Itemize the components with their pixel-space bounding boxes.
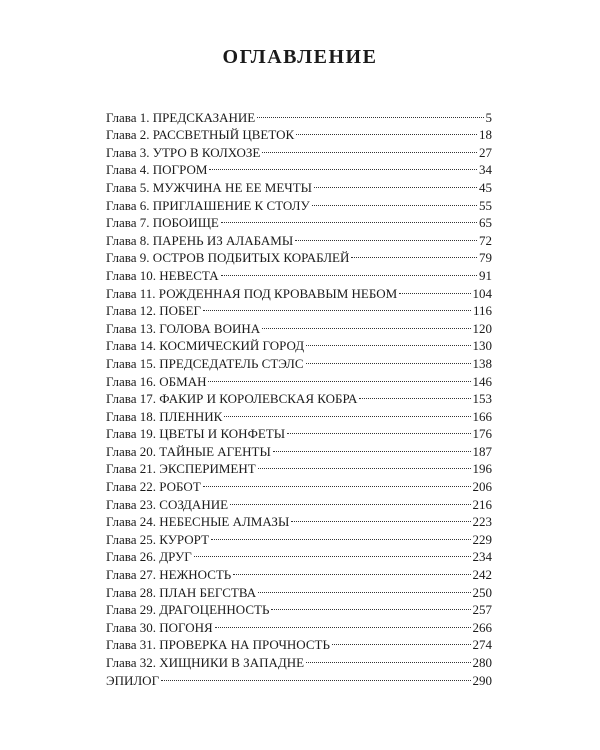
toc-entry-label: Глава 11. РОЖДЕННАЯ ПОД КРОВАВЫМ НЕБОМ xyxy=(106,285,398,301)
toc-entry-label: Глава 8. ПАРЕНЬ ИЗ АЛАБАМЫ xyxy=(106,232,294,248)
toc-entry-page-number: 229 xyxy=(472,531,492,547)
toc-entry-page-number: 79 xyxy=(479,250,492,266)
toc-entry-label: Глава 20. ТАЙНЫЕ АГЕНТЫ xyxy=(106,443,271,459)
toc-entry-page-number: 153 xyxy=(472,391,492,407)
toc-dot-leader xyxy=(215,614,471,632)
toc-entry-page-number: 257 xyxy=(472,602,492,618)
toc-entry xyxy=(106,667,492,688)
page-title: ОГЛАВЛЕНИЕ xyxy=(222,46,378,68)
toc-dot-leader xyxy=(273,438,471,456)
toc-entry-page-number: 130 xyxy=(472,338,492,354)
toc-dot-leader xyxy=(194,544,471,562)
toc-entry-label: Глава 13. ГОЛОВА ВОИНА xyxy=(106,320,261,336)
toc-dot-leader xyxy=(221,262,477,280)
toc-entry-page-number: 280 xyxy=(472,655,492,670)
toc-entry-label: Глава 9. ОСТРОВ ПОДБИТЫХ КОРАБЛЕЙ xyxy=(106,250,350,266)
toc-dot-leader xyxy=(209,157,477,175)
toc-entry-page-number: 166 xyxy=(472,408,492,424)
toc-dot-leader xyxy=(221,210,477,228)
toc-entry-label: Глава 2. РАССВЕТНЫЙ ЦВЕТОК xyxy=(106,127,295,143)
toc-dot-leader xyxy=(161,667,470,685)
toc-entry-label: Глава 4. ПОГРОМ xyxy=(106,162,208,178)
toc-entry-label: Глава 29. ДРАГОЦЕННОСТЬ xyxy=(106,602,270,618)
toc-entry-page-number: 72 xyxy=(479,232,492,248)
toc-entry-label: Глава 25. КУРОРТ xyxy=(106,531,210,547)
toc-entry-page-number: 45 xyxy=(479,179,492,195)
toc-dot-leader xyxy=(295,227,477,245)
toc-entry-page-number: 242 xyxy=(472,567,492,583)
toc-entry-page-number: 250 xyxy=(472,584,492,600)
toc-entry-label: Глава 21. ЭКСПЕРИМЕНТ xyxy=(106,461,256,477)
toc-dot-leader xyxy=(211,526,470,544)
toc-entry-page-number: 196 xyxy=(472,461,492,477)
toc-entry-label: ЭПИЛОГ xyxy=(106,672,160,688)
toc-dot-leader xyxy=(306,649,470,667)
toc-entry-page-number: 216 xyxy=(472,496,492,512)
toc-entry-label: Глава 22. РОБОТ xyxy=(106,479,201,495)
toc-entry-label: Глава 18. ПЛЕННИК xyxy=(106,408,223,424)
toc-entry-label: Глава 27. НЕЖНОСТЬ xyxy=(106,567,232,583)
toc-dot-leader xyxy=(203,473,471,491)
toc-dot-leader xyxy=(306,350,471,368)
toc-entry-page-number: 274 xyxy=(472,637,492,653)
toc-entry-page-number: 5 xyxy=(485,109,492,125)
toc-entry-page-number: 104 xyxy=(472,285,492,301)
toc-entry-label: Глава 24. НЕБЕСНЫЕ АЛМАЗЫ xyxy=(106,514,290,530)
toc-dot-leader xyxy=(332,632,471,650)
toc-dot-leader xyxy=(314,174,477,192)
toc-entry-page-number: 34 xyxy=(479,162,492,178)
toc-dot-leader xyxy=(291,509,470,527)
toc-entry-page-number: 234 xyxy=(472,549,492,565)
toc-dot-leader xyxy=(312,192,477,210)
toc-entry-page-number: 116 xyxy=(472,303,492,319)
toc-entry-page-number: 206 xyxy=(472,479,492,495)
toc-dot-leader xyxy=(262,315,470,333)
toc-entry-label: Глава 6. ПРИГЛАШЕНИЕ К СТОЛУ xyxy=(106,197,310,213)
toc-entry-page-number: 266 xyxy=(472,619,492,635)
toc-entry-label: Глава 26. ДРУГ xyxy=(106,549,192,565)
toc-entry-page-number: 146 xyxy=(472,373,492,389)
toc-dot-leader xyxy=(262,139,477,157)
toc-entry-label: Глава 31. ПРОВЕРКА НА ПРОЧНОСТЬ xyxy=(106,637,330,653)
toc-entry-page-number: 65 xyxy=(479,215,492,231)
toc-entry-page-number: 18 xyxy=(479,127,492,143)
toc-dot-leader xyxy=(208,368,470,386)
toc-entry-page-number: 91 xyxy=(479,267,492,283)
toc-entry-label: Глава 7. ПОБОИЩЕ xyxy=(106,215,219,231)
toc-dot-leader xyxy=(224,403,470,421)
toc-entry-label: Глава 14. КОСМИЧЕСКИЙ ГОРОД xyxy=(106,338,305,354)
toc-entry-page-number: 138 xyxy=(472,355,492,371)
toc-entry-page-number: 290 xyxy=(472,672,492,688)
toc-dot-leader xyxy=(306,333,470,351)
toc-entry-label: Глава 10. НЕВЕСТА xyxy=(106,267,219,283)
toc-entry-label: Глава 19. ЦВЕТЫ И КОНФЕТЫ xyxy=(106,426,286,442)
toc-dot-leader xyxy=(399,280,470,298)
toc-dot-leader xyxy=(359,386,470,404)
toc-entry-label: Глава 28. ПЛАН БЕГСТВА xyxy=(106,584,257,600)
toc-dot-leader xyxy=(203,298,471,316)
toc-entry-page-number: 176 xyxy=(472,426,492,442)
toc-dot-leader xyxy=(233,561,470,579)
toc-dot-leader xyxy=(287,421,470,439)
toc-dot-leader xyxy=(258,579,470,597)
toc-dot-leader xyxy=(351,245,477,263)
toc-entry-label: Глава 12. ПОБЕГ xyxy=(106,303,201,319)
toc-entry-label: Глава 16. ОБМАН xyxy=(106,373,207,389)
toc-dot-leader xyxy=(257,104,483,122)
toc-dot-leader xyxy=(296,122,477,140)
toc-entry-label: Глава 32. ХИЩНИКИ В ЗАПАДНЕ xyxy=(106,655,305,670)
toc-dot-leader xyxy=(230,491,470,509)
toc-list xyxy=(106,104,492,688)
toc-entry-page-number: 55 xyxy=(479,197,492,213)
toc-entry-label: Глава 17. ФАКИР И КОРОЛЕВСКАЯ КОБРА xyxy=(106,391,358,407)
toc-entry-label: Глава 3. УТРО В КОЛХОЗЕ xyxy=(106,144,261,160)
toc-entry-page-number: 27 xyxy=(479,144,492,160)
toc-entry-label: Глава 15. ПРЕДСЕДАТЕЛЬ СТЭЛС xyxy=(106,355,304,371)
toc-entry-label: Глава 30. ПОГОНЯ xyxy=(106,619,213,635)
toc-entry-label: Глава 23. СОЗДАНИЕ xyxy=(106,496,229,512)
toc-dot-leader xyxy=(258,456,471,474)
toc-dot-leader xyxy=(271,597,470,615)
toc-entry-label: Глава 5. МУЖЧИНА НЕ ЕЕ МЕЧТЫ xyxy=(106,179,312,195)
toc-entry-page-number: 120 xyxy=(472,320,492,336)
toc-entry-label: Глава 1. ПРЕДСКАЗАНИЕ xyxy=(106,109,256,125)
toc-entry xyxy=(106,104,492,125)
toc-entry-page-number: 187 xyxy=(472,443,492,459)
toc-entry-page-number: 223 xyxy=(472,514,492,530)
